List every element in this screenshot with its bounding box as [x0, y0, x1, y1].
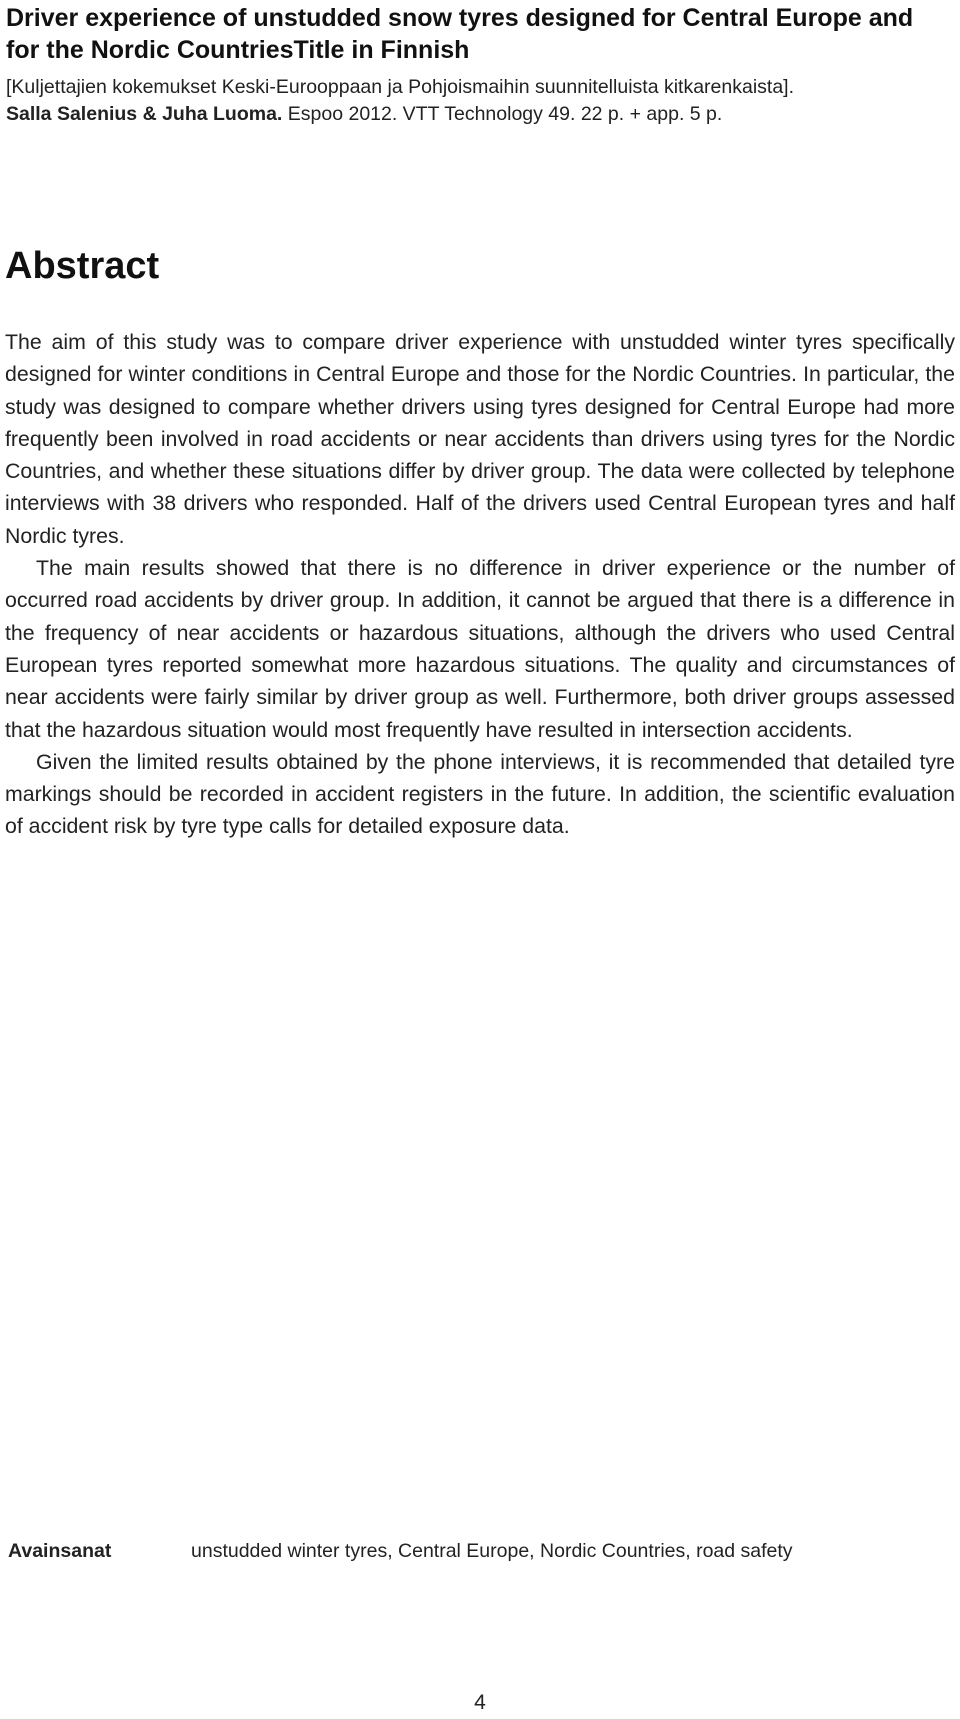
abstract-paragraph-3: Given the limited results obtained by the phone interviews, it is recommended that detailed tyre markings should be recorded in accident registers in the future. In addition, the scientific evaluation of accident risk by tyre type calls for detailed exposure data.: [5, 749, 955, 839]
abstract-paragraph-2: The main results showed that there is no difference in driver experience or the number of occurred road accidents by driver group. In addition, it cannot be argued that there is a difference in the frequency of near accidents or hazardous situations, although the drivers who used Central European tyres reported somewhat more hazardous situations. The quality and circumstances of near accidents were fairly similar by driver group as well. Furthermore, both driver groups assessed that the hazardous situation would most frequently have resulted in intersection accidents.: [5, 556, 955, 742]
abstract-heading: Abstract: [5, 245, 160, 287]
page-number: 4: [474, 1691, 486, 1714]
citation-authors: Salla Salenius & Juha Luoma.: [6, 103, 283, 125]
abstract-paragraph-1: The aim of this study was to compare driver experience with unstudded winter tyres specifically designed for winter conditions in Central Europe and those for the Nordic Countries. In particular, the study was designed to compare whether drivers using tyres designed for Central Europe had more frequently been involved in road accidents or near accidents than drivers using tyres for the Nordic Countries, and whether these situations differ by driver group. The data were collected by telephone interviews with 38 drivers who responded. Half of the drivers used Central European tyres and half Nordic tyres.: [5, 330, 955, 548]
document-title: Driver experience of unstudded snow tyres designed for Central Europe and for the Nordic CountriesTitle in Finnish: [6, 4, 914, 64]
citation-finnish-title: [Kuljettajien kokemukset Keski-Eurooppaan ja Pohjoismaihin suunnitelluista kitkarenkaista].: [6, 76, 795, 98]
citation: [6, 74, 946, 128]
keywords-values: unstudded winter tyres, Central Europe, Nordic Countries, road safety: [191, 1540, 793, 1562]
abstract-body: [5, 326, 955, 843]
keywords-label: Avainsanat: [8, 1540, 112, 1562]
citation-details: Espoo 2012. VTT Technology 49. 22 p. + app. 5 p.: [282, 103, 723, 125]
